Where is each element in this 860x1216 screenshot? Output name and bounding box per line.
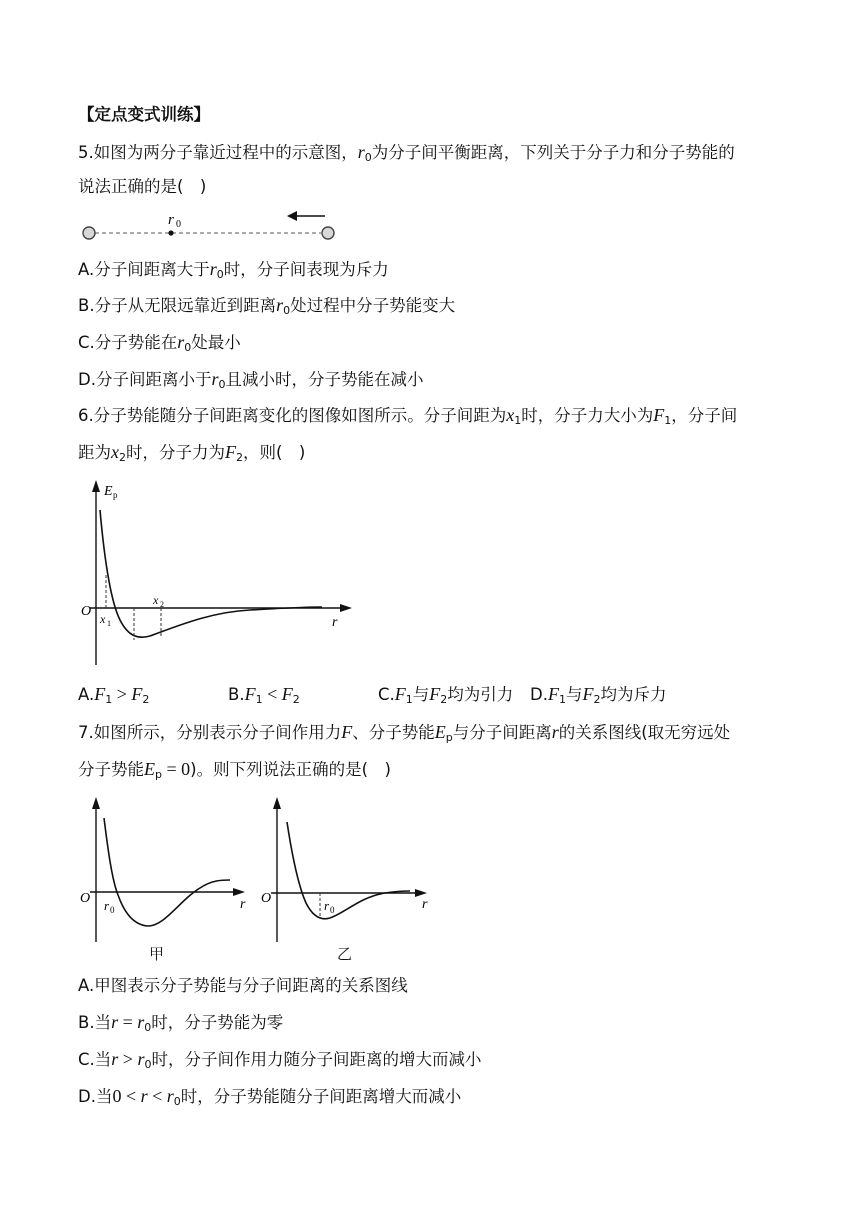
r0-label-sub: 0 (176, 219, 181, 230)
q7-line2: 分子势能$E_p = 0$)。则下列说法正确的是( ) (78, 759, 391, 781)
q7-option-c[interactable]: C.当$r > r_0$时，分子间作用力随分子间距离的增大而减小 (78, 1049, 482, 1071)
svg-text:0: 0 (110, 905, 115, 915)
q7-line1: 7.如图所示，分别表示分子间作用力F、分子势能$E_p$与分子间距离r的关系图线(取无穷远处 (78, 722, 731, 744)
q5-option-d[interactable]: D.分子间距离小于$r_0$且减小时，分子势能在减小 (78, 369, 424, 391)
q7-option-b[interactable]: B.当$r = r_0$时，分子势能为零 (78, 1012, 284, 1034)
svg-text:p: p (113, 490, 118, 500)
x2-label: x (153, 593, 159, 607)
svg-text:r: r (104, 898, 110, 913)
origin-label: O (81, 604, 92, 619)
svg-text:O: O (80, 891, 91, 906)
x1-label: x (100, 612, 106, 626)
graph-yi (261, 797, 428, 942)
equilibrium-point (168, 230, 173, 235)
svg-text:r: r (324, 898, 330, 913)
q7-option-d[interactable]: D.当$0 < r < r_0$时，分子势能随分子间距离增大而减小 (78, 1086, 462, 1108)
svg-text:r: r (422, 897, 428, 912)
q6-option-b[interactable]: $B.F_1 < F_2$ (228, 684, 300, 706)
section-title: 【定点变式训练】 (78, 105, 210, 124)
molecule-right (322, 227, 334, 239)
caption-yi: 乙 (337, 945, 353, 963)
q6-option-a[interactable]: $A.F_1 > F_2$ (78, 684, 150, 706)
caption-jia: 甲 (149, 945, 165, 963)
molecule-left (83, 227, 95, 239)
potential-curve-yi (287, 822, 410, 919)
q7-option-a[interactable]: A.甲图表示分子势能与分子间距离的关系图线 (78, 976, 408, 995)
svg-text:O: O (261, 891, 272, 906)
q6-option-c[interactable]: $C.F_1$与$F_2$均为引力 (378, 684, 514, 706)
svg-text:0: 0 (330, 905, 335, 915)
svg-text:r: r (240, 897, 246, 912)
graph-jia (80, 797, 246, 942)
potential-curve (100, 510, 322, 637)
q6-line1: 6.分子势能随分子间距离变化的图像如图所示。分子间距为$x_1$时，分子力大小为$F_1$，分子间 (78, 405, 738, 427)
r0-label: r (168, 212, 174, 228)
q6-option-d[interactable]: $D.F_1$与$F_2$均为斥力 (530, 684, 667, 706)
x-axis-label: r (332, 615, 338, 630)
q5-option-a[interactable]: A.分子间距离大于$r_0$时，分子间表现为斥力 (78, 259, 389, 281)
q5-option-b[interactable]: B.分子从无限远靠近到距离$r_0$处过程中分子势能变大 (78, 295, 456, 317)
q5-option-c[interactable]: C.分子势能在$r_0$处最小 (78, 332, 241, 354)
q6-line2: 距为$x_2$时，分子力为$F_2$，则( ) (78, 442, 306, 464)
q5-line1: 5.如图为两分子靠近过程中的示意图，$r_0$为分子间平衡距离，下列关于分子力和分子势能的 (78, 142, 735, 164)
svg-text:1: 1 (107, 619, 111, 628)
y-axis-label: E (104, 484, 113, 499)
q5-line2: 说法正确的是( ) (78, 177, 207, 196)
force-curve (104, 818, 230, 926)
svg-text:2: 2 (160, 600, 164, 609)
